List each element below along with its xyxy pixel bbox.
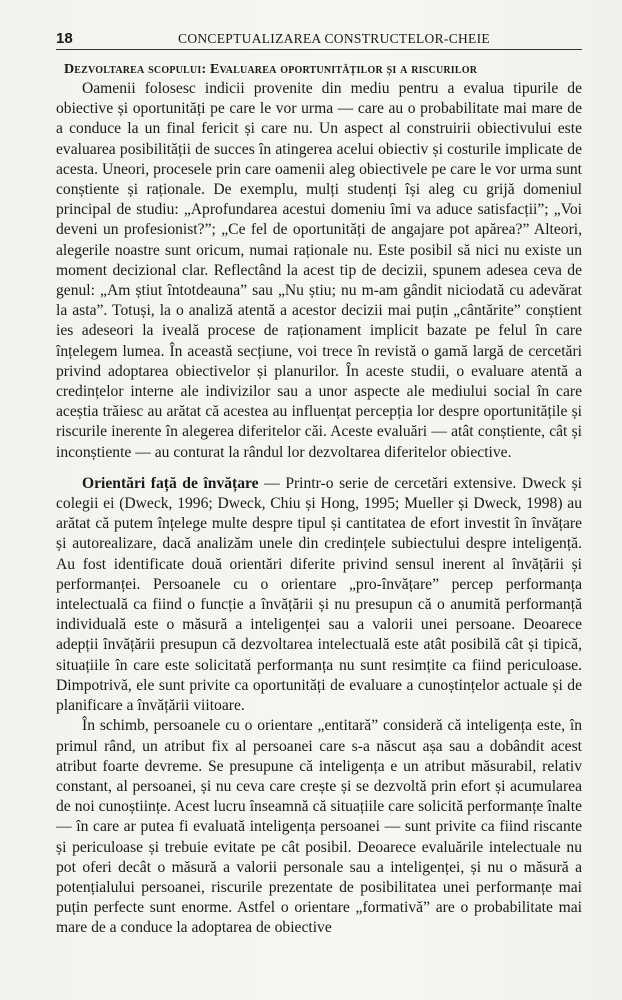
- body-paragraph: [56, 474, 582, 716]
- section-heading: Dezvoltarea scopului: Evaluarea oportunităților și a riscurilor: [64, 62, 478, 77]
- subsection-lead: Orientări față de învățare: [82, 474, 259, 492]
- running-title: CONCEPTUALIZAREA CONSTRUCTELOR-CHEIE: [178, 31, 490, 46]
- body-paragraph: Oamenii folosesc indicii provenite din mediu pentru a evalua tipurile de obiective și oportunități pe care le vor urma — care au o probabilitate mai mare de a conduce la un final fericit și care nu. Un aspect al construirii obiectivului este evaluarea posibilității de succes în atingerea acelui obiectiv și costurile implicate de acesta. Uneori, procesele prin care oamenii aleg obiectivele pe care le vor urma sunt conștiente și raționale. De exemplu, mulți studenți își aleg cu grijă domeniul principal de studiu: „Aprofundarea acestui domeniu îmi va aduce satisfacții”; „Voi deveni un profesionist?”; „Ce fel de oportunități de angajare pot apărea?” Alteori, alegerile noastre sunt oricum, numai raționale nu. Este posibil să nici nu existe un moment decizional clar. Reflectând la acest tip de decizii, spunem adesea ceva de genul: „Am știut întotdeauna” sau „Nu știu; nu m-am gândit niciodată cu adevărat la asta”. Totuși, la o analiză atentă a acestor decizii mai puțin „cântărite” conștient ies adeseori la iveală procese de raționament implicit bazate pe felul în care înțelegem lumea. În această secțiune, voi trece în revistă o gamă largă de cercetări privind adoptarea obiectivelor și planurilor. În aceste studii, o evaluare atentă a credințelor interne ale indivizilor sau a unor aspecte ale mediului social în care aceștia trăiesc au arătat că acestea au influențat percepția lor despre oportunitățile și riscurile inerente în alegerea diferitelor căi. Aceste evaluări — atât conștiente, cât și inconștiente — au conturat la rândul lor dezvoltarea diferitelor obiective.: [56, 80, 582, 461]
- page-header: [56, 30, 582, 50]
- page-number: 18: [56, 30, 73, 47]
- body-paragraph: În schimb, persoanele cu o orientare „entitară” consideră că inteligența este, în primul rând, un atribut fix al persoanei care s-a născut așa sau a dobândit acest atribut foarte devreme. Se presupune că inteligența e un atribut măsurabil, relativ constant, al persoanei, și nu ceva care crește și se dezvoltă prin efort și acumularea de noi cunoștiințe. Acest lucru înseamnă că situațiile care solicită performanțe înalte — în care ar putea fi evaluată inteligența persoanei — sunt privite ca fiind riscante și periculoase și trebuie evitate pe cât posibil. Deoarece evaluările intelectuale nu pot oferi decât o măsură a valorii personale sau a inteligenței, și nu o măsură a potențialului persoanei, riscurile prezentate de posibilitatea unei performanțe mai puțin perfecte sunt enorme. Astfel o orientare „formativă” are o probabilitate mai mare de a conduce la adoptarea de obiective: [56, 717, 582, 937]
- paragraph-text: — Printr-o serie de cercetări extensive. Dweck și colegii ei (Dweck, 1996; Dweck, Chiu și Hong, 1995; Mueller și Dweck, 1998) au arătat că putem înțelege multe despre tipul și cantitatea de efort investit în învățare și autorealizare, dacă analizăm unele din credințele subiectului despre inteligență. Au fost identificate două orientări diferite privind sensul inerent al învățării și performanței. Persoanele cu o orientare „pro-învățare” percep performanța intelectuală ca fiind o funcție a învățării și nu presupun că o anumită performanță individuală este o măsură a inteligenței sau a valorii unei persoane. Deoarece adepții învățării presupun că dezvoltarea intelectuală este atât posibilă cât și tipică, situațiile în care este solicitată performanța nu sunt resimțite ca fiind periculoase. Dimpotrivă, ele sunt privite ca oportunități de evaluare a cunoștințelor actuale și de planificare a învățării viitoare.: [56, 474, 582, 715]
